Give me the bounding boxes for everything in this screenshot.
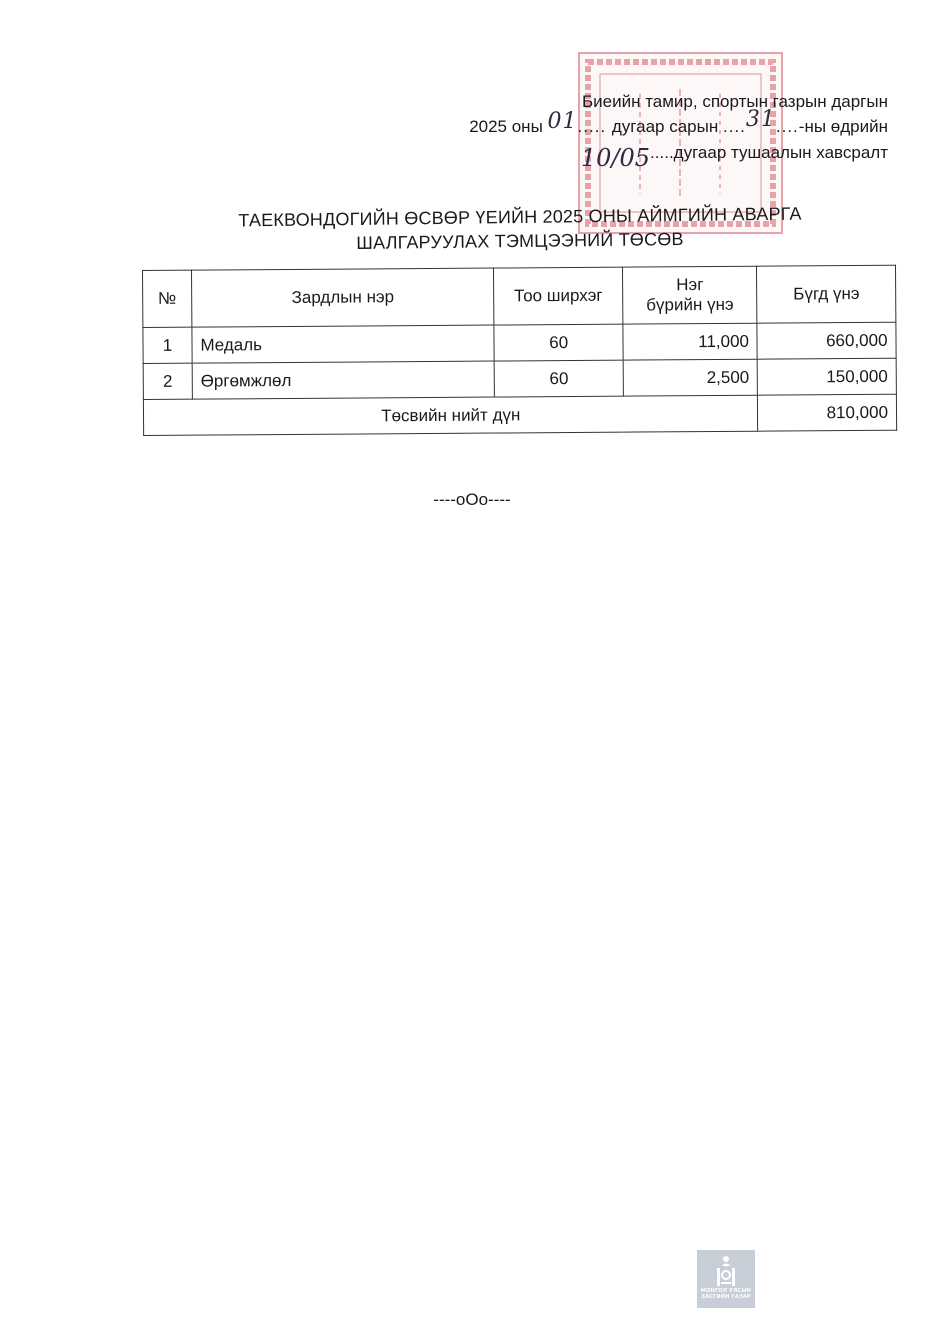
header-order-label: дугаар тушаалын хавсралт xyxy=(673,143,888,162)
header-authority: Биеийн тамир, спортын газрын даргын xyxy=(581,92,888,111)
sum-label: Төсвийн нийт дүн xyxy=(143,395,758,435)
row-total: 150,000 xyxy=(758,358,897,395)
budget-table xyxy=(142,265,897,436)
header-line-1 xyxy=(582,90,888,114)
table-sum-row xyxy=(143,394,896,435)
row-name: Медаль xyxy=(192,325,495,363)
header-unit-price xyxy=(622,266,757,324)
handwritten-month: 01 xyxy=(547,109,578,134)
header-unit-line-1: Нэг xyxy=(676,275,704,295)
document-title-line-2: ШАЛГАРУУЛАХ ТЭМЦЭЭНИЙ ТӨСӨВ xyxy=(356,229,684,253)
row-unit-price: 11,000 xyxy=(623,323,758,360)
row-no: 2 xyxy=(143,363,192,399)
end-mark: ----oOo---- xyxy=(433,490,511,509)
header-total: Бүгд үнэ xyxy=(757,265,896,323)
header-line-2: 2025 оны 01..... дугаар сарын ....31....-ны өдрийн xyxy=(469,107,888,136)
government-logo xyxy=(697,1250,755,1308)
table-row xyxy=(143,358,896,399)
handwritten-day: 31 xyxy=(745,107,776,132)
header-qty: Тоо ширхэг xyxy=(494,267,623,325)
handwritten-order-number: 10/05 xyxy=(580,144,651,172)
row-qty: 60 xyxy=(495,360,624,397)
logo-text-line-1: МОНГОЛ УЛСЫН xyxy=(700,1288,752,1294)
table-header-row xyxy=(143,265,896,327)
table-row xyxy=(143,322,896,363)
row-name: Өргөмжлөл xyxy=(192,361,495,399)
header-line-3: 10/05.....дугаар тушаалын хавсралт xyxy=(580,143,888,172)
soyombo-icon xyxy=(713,1254,739,1288)
header-no: № xyxy=(143,270,192,327)
row-no: 1 xyxy=(143,327,192,363)
sum-value: 810,000 xyxy=(758,394,897,431)
row-qty: 60 xyxy=(494,324,623,361)
row-total: 660,000 xyxy=(757,322,896,359)
header-day-label: -ны өдрийн xyxy=(798,117,888,136)
header-year: 2025 оны xyxy=(469,117,543,136)
header-name: Зардлын нэр xyxy=(191,268,494,327)
header-month-label: дугаар сарын xyxy=(611,117,719,136)
logo-text-line-2: ЗАСГИЙН ГАЗАР xyxy=(701,1294,751,1300)
header-unit-line-2: бүрийн үнэ xyxy=(646,294,734,315)
row-unit-price: 2,500 xyxy=(623,359,758,396)
document-title-line-1: ТАЕКВОНДОГИЙН ӨСВӨР ҮЕИЙН 2025 ОНЫ АЙМГИЙН АВАРГА xyxy=(238,203,802,231)
